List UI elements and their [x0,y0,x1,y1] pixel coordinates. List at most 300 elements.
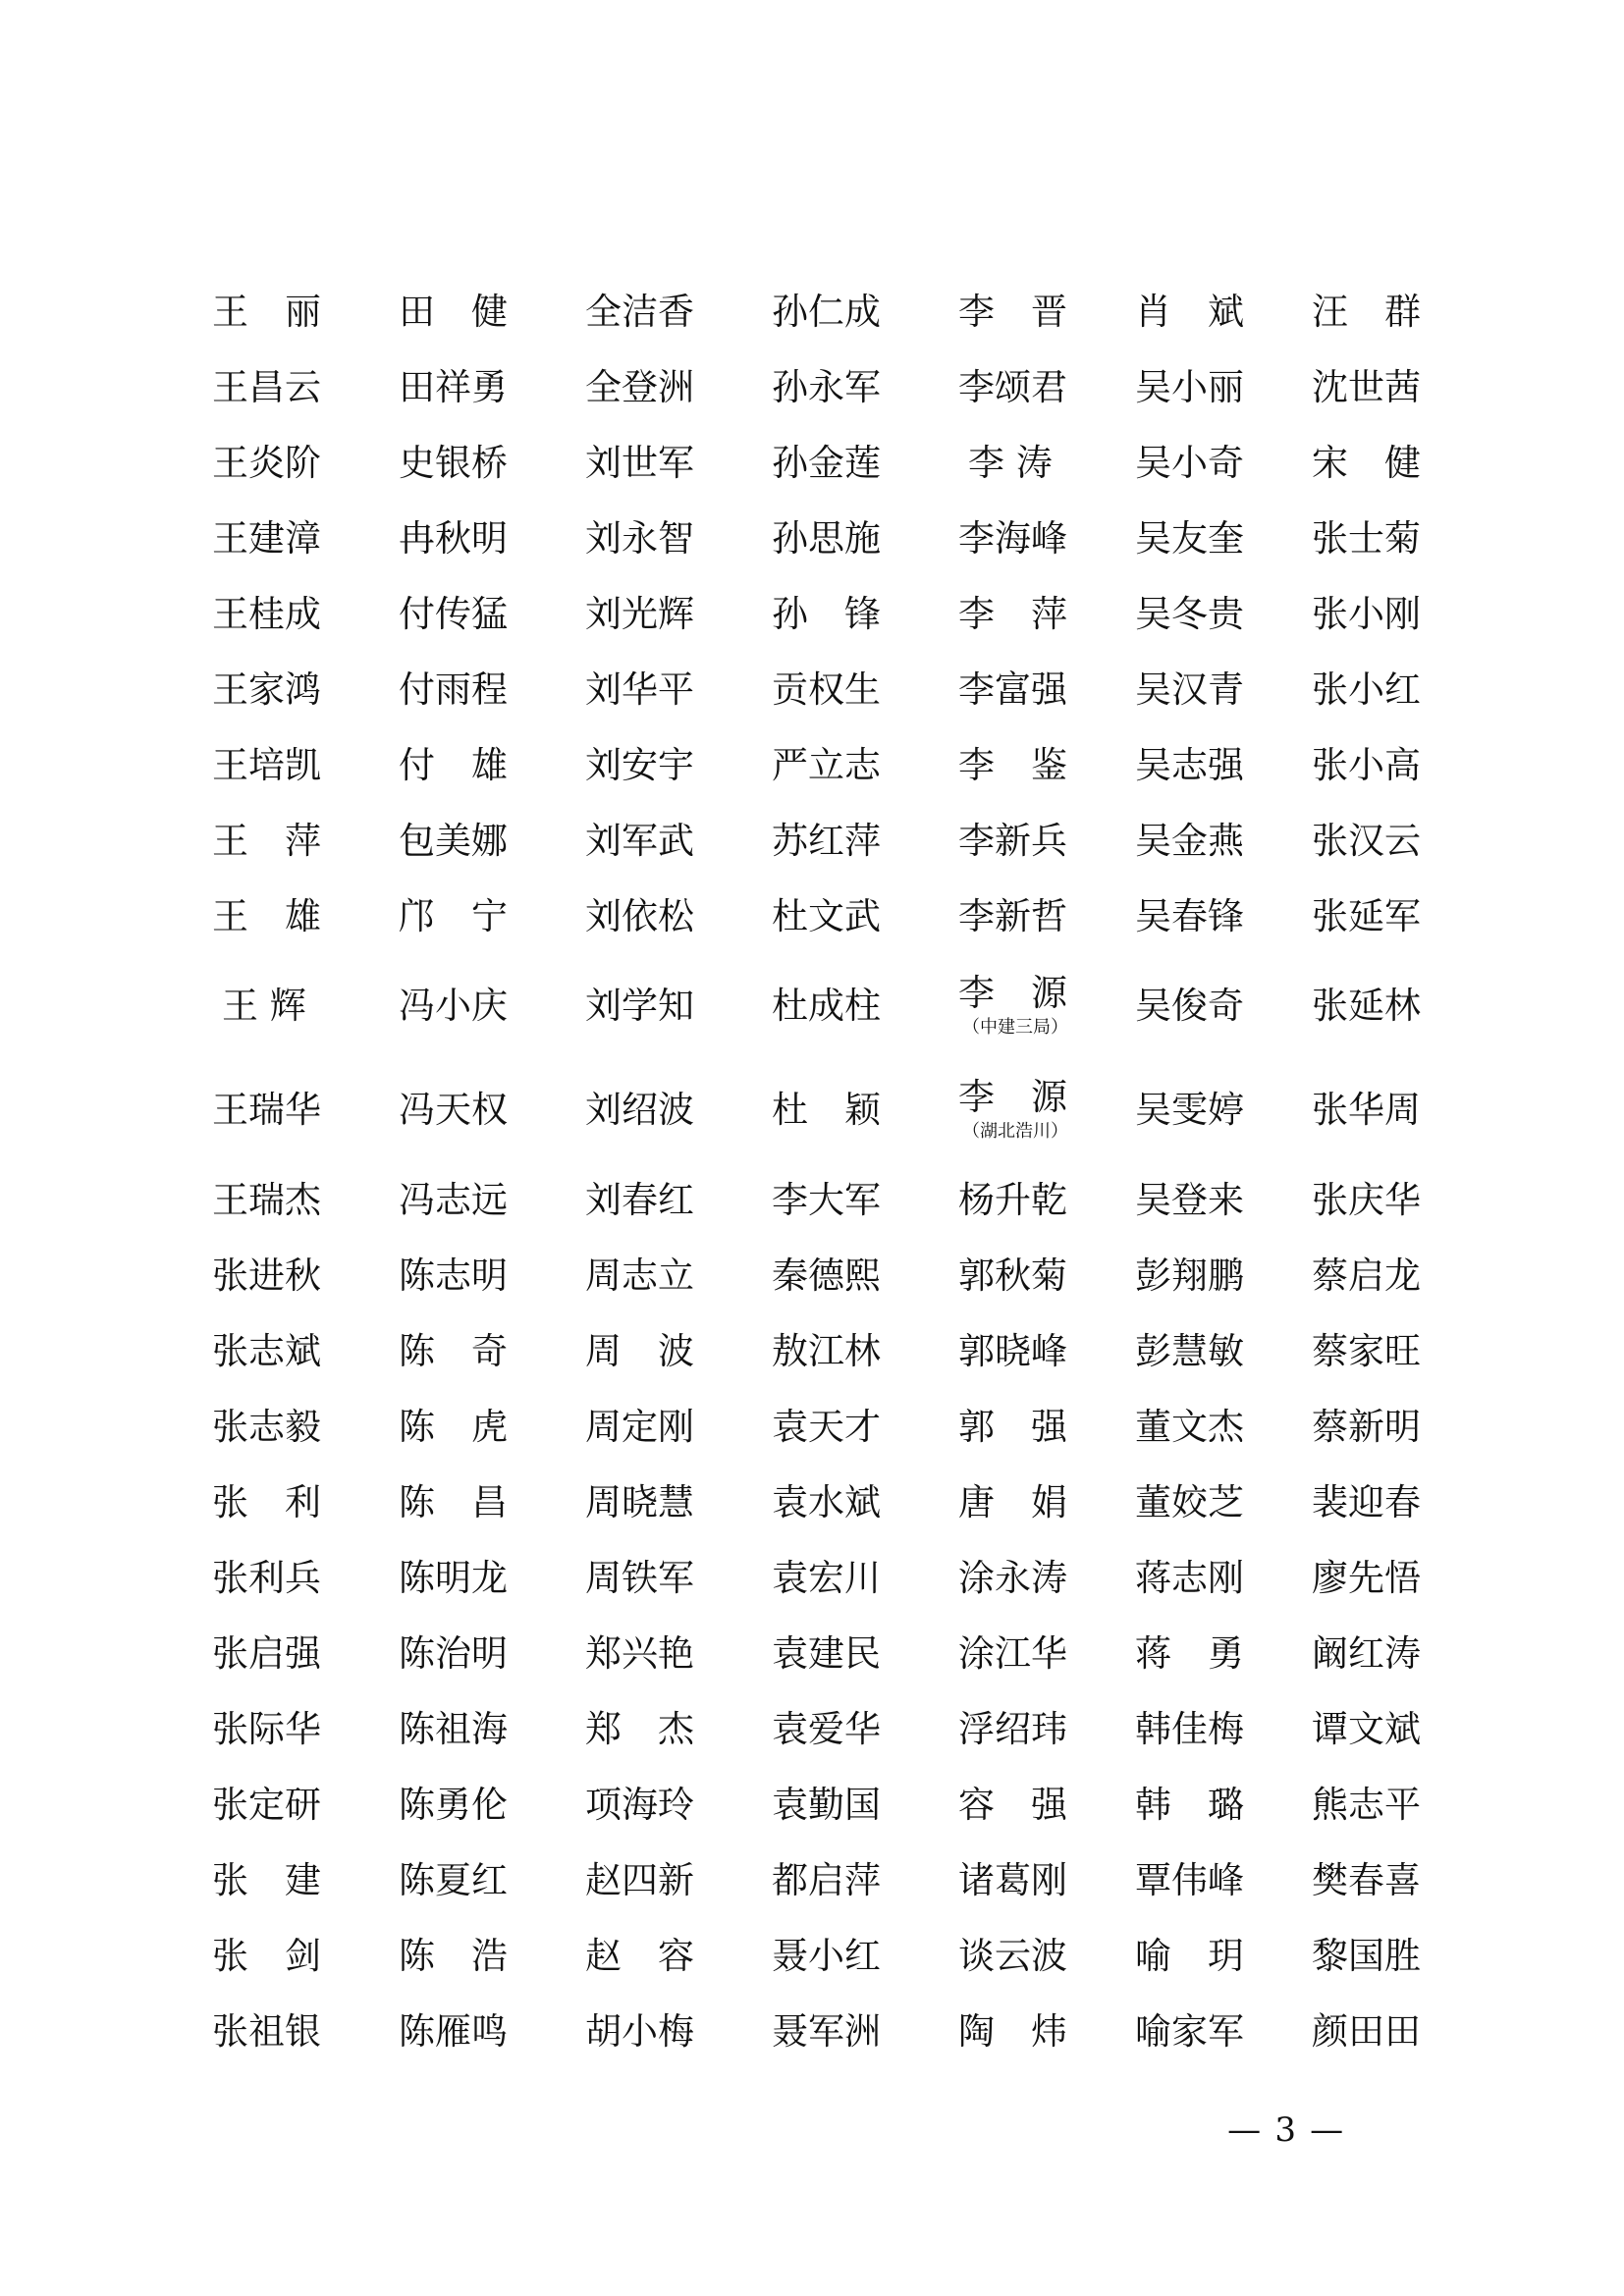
name-cell [212,651,321,729]
person-name: 吴登来 [1135,1179,1244,1221]
name-cell [585,1842,694,1920]
name-cell [1135,273,1244,351]
name-cell [212,1766,321,1844]
name-cell [772,424,881,503]
person-name: 刘安宇 [585,744,694,786]
name-cell [958,1539,1067,1618]
person-name: 李海峰 [958,517,1067,560]
name-cell [212,1071,321,1149]
person-name: 韩佳梅 [1135,1708,1244,1750]
name-cell [772,273,881,351]
name-cell [585,500,694,578]
name-cell [1312,1766,1421,1844]
person-name: 杜文武 [772,895,881,937]
person-name: 张华周 [1312,1089,1421,1131]
name-cell [399,1161,508,1240]
name-cell [399,726,508,805]
name-cell [399,424,508,503]
person-name: 都启萍 [772,1859,881,1901]
person-name: 包美娜 [399,820,508,862]
name-cell [958,651,1067,729]
name-cell [1135,1312,1244,1391]
name-cell [772,348,881,427]
name-cell [772,1312,881,1391]
person-name: 王 辉 [222,985,306,1027]
name-cell [399,1464,508,1542]
person-name: 张小刚 [1312,593,1421,635]
name-cell [1135,1842,1244,1920]
affiliation-note: （湖北浩川） [962,1121,1068,1142]
name-cell [585,802,694,881]
person-name: 张进秋 [212,1255,321,1297]
name-cell [1312,1388,1421,1467]
person-name: 张祖银 [212,2010,321,2053]
person-name: 容 强 [958,1784,1067,1826]
person-name: 涂江华 [958,1632,1067,1675]
name-cell [399,1388,508,1467]
person-name: 阚红涛 [1312,1632,1421,1675]
person-name: 蒋 勇 [1135,1632,1244,1675]
name-cell [772,651,881,729]
name-cell [212,1690,321,1769]
name-cell [1312,1993,1421,2071]
name-cell [1135,348,1244,427]
person-name: 刘依松 [585,895,694,937]
name-cell [399,1071,508,1149]
name-cell [958,1917,1067,1996]
person-name: 吴俊奇 [1135,985,1244,1027]
name-cell [772,1690,881,1769]
person-name: 杜成柱 [772,985,881,1027]
name-cell [585,273,694,351]
name-cell [1312,575,1421,654]
name-cell [399,1917,508,1996]
name-cell [1135,1539,1244,1618]
name-cell [1312,1842,1421,1920]
person-name: 杜 颖 [772,1089,881,1131]
name-cell [1312,424,1421,503]
person-name: 李新兵 [958,820,1067,862]
person-name: 王建漳 [212,517,321,560]
page-number: — 3 — [1227,2110,1345,2150]
name-cell [212,802,321,881]
person-name: 张志毅 [212,1406,321,1448]
person-name: 袁宏川 [772,1557,881,1599]
person-name: 裴迎春 [1312,1481,1421,1523]
name-cell [399,575,508,654]
name-cell [958,1766,1067,1844]
person-name: 吴金燕 [1135,820,1244,862]
person-name: 冯小庆 [399,985,508,1027]
person-name: 王 雄 [212,895,321,937]
person-name: 王瑞华 [212,1089,321,1131]
person-name: 张庆华 [1312,1179,1421,1221]
person-name: 全洁香 [585,291,694,333]
person-name: 熊志平 [1312,1784,1421,1826]
name-cell-with-note [958,957,1068,1055]
person-name: 蔡新明 [1312,1406,1421,1448]
person-name: 宋 健 [1312,442,1421,484]
name-cell-with-note [958,1061,1068,1159]
person-name: 史银桥 [399,442,508,484]
name-cell [399,651,508,729]
person-name: 孙仁成 [772,291,881,333]
person-name: 吴小丽 [1135,366,1244,408]
person-name: 张延林 [1312,985,1421,1027]
person-name: 周铁军 [585,1557,694,1599]
name-cell [1135,1237,1244,1315]
name-cell [1135,651,1244,729]
name-cell [399,1615,508,1693]
person-name: 吴汉青 [1135,668,1244,711]
name-cell [399,348,508,427]
name-cell [958,726,1067,805]
person-name: 王 丽 [212,291,321,333]
person-name: 陈治明 [399,1632,508,1675]
person-name: 陈 奇 [399,1330,508,1372]
person-name: 王瑞杰 [212,1179,321,1221]
person-name: 杨升乾 [958,1179,1067,1221]
name-cell [212,575,321,654]
name-cell [585,1615,694,1693]
name-cell [958,878,1067,956]
person-name: 胡小梅 [585,2010,694,2053]
person-name: 王昌云 [212,366,321,408]
name-cell [1312,1237,1421,1315]
person-name: 樊春喜 [1312,1859,1421,1901]
name-cell [585,1993,694,2071]
person-name: 严立志 [772,744,881,786]
person-name: 陈 浩 [399,1935,508,1977]
person-name: 付传猛 [399,593,508,635]
person-name: 袁水斌 [772,1481,881,1523]
name-cell [399,967,508,1045]
person-name: 吴雯婷 [1135,1089,1244,1131]
name-cell [1312,878,1421,956]
name-cell [1135,1071,1244,1149]
person-name: 张利兵 [212,1557,321,1599]
person-name: 谭文斌 [1312,1708,1421,1750]
name-cell [1312,348,1421,427]
name-cell [958,1842,1067,1920]
person-name: 王家鸿 [212,668,321,711]
person-name: 李 源 [958,972,1067,1014]
person-name: 郭 强 [958,1406,1067,1448]
person-name: 张启强 [212,1632,321,1675]
name-cell [399,1766,508,1844]
person-name: 张汉云 [1312,820,1421,862]
person-name: 廖先悟 [1312,1557,1421,1599]
person-name: 王炎阶 [212,442,321,484]
name-cell [399,878,508,956]
person-name: 谈云波 [958,1935,1067,1977]
name-cell [772,802,881,881]
name-cell [1135,1690,1244,1769]
name-cell [212,1917,321,1996]
person-name: 李大军 [772,1179,881,1221]
name-cell [772,726,881,805]
person-name: 刘学知 [585,985,694,1027]
person-name: 秦德熙 [772,1255,881,1297]
name-cell [1135,424,1244,503]
person-name: 陈志明 [399,1255,508,1297]
name-cell [212,1161,321,1240]
name-cell [1312,500,1421,578]
name-cell [222,967,306,1045]
name-cell [772,1464,881,1542]
name-cell [212,1539,321,1618]
name-cell [585,726,694,805]
name-cell [1312,967,1421,1045]
name-cell [772,1388,881,1467]
name-cell [585,1312,694,1391]
name-cell [1312,273,1421,351]
name-cell [958,1388,1067,1467]
name-cell [585,1766,694,1844]
name-cell [1312,1917,1421,1996]
name-cell [958,1993,1067,2071]
name-cell [212,1312,321,1391]
person-name: 颜田田 [1312,2010,1421,2053]
person-name: 周定刚 [585,1406,694,1448]
person-name: 彭翔鹏 [1135,1255,1244,1297]
name-cell [1135,1464,1244,1542]
person-name: 肖 斌 [1135,291,1244,333]
person-name: 彭慧敏 [1135,1330,1244,1372]
person-name: 张小高 [1312,744,1421,786]
person-name: 覃伟峰 [1135,1859,1244,1901]
name-cell [585,1464,694,1542]
name-cell [212,878,321,956]
person-name: 刘光辉 [585,593,694,635]
person-name: 张志斌 [212,1330,321,1372]
person-name: 王培凯 [212,744,321,786]
name-cell [958,1161,1067,1240]
person-name: 张定研 [212,1784,321,1826]
name-cell [585,1539,694,1618]
person-name: 苏红萍 [772,820,881,862]
person-name: 浮绍玮 [958,1708,1067,1750]
person-name: 张小红 [1312,668,1421,711]
person-name: 李富强 [958,668,1067,711]
name-cell [1312,1161,1421,1240]
person-name: 韩 璐 [1135,1784,1244,1826]
person-name: 陈祖海 [399,1708,508,1750]
name-cell [1135,1917,1244,1996]
person-name: 赵四新 [585,1859,694,1901]
person-name: 喻 玥 [1135,1935,1244,1977]
name-cell [399,500,508,578]
person-name: 王 萍 [212,820,321,862]
name-cell [1135,1993,1244,2071]
person-name: 陈明龙 [399,1557,508,1599]
person-name: 袁建民 [772,1632,881,1675]
person-name: 郭秋菊 [958,1255,1067,1297]
person-name: 冉秋明 [399,517,508,560]
name-cell [1312,726,1421,805]
name-cell [958,575,1067,654]
name-cell [958,1312,1067,1391]
name-cell [1312,1312,1421,1391]
person-name: 诸葛刚 [958,1859,1067,1901]
name-cell [958,1237,1067,1315]
person-name: 喻家军 [1135,2010,1244,2053]
person-name: 吴春锋 [1135,895,1244,937]
name-cell [1135,1766,1244,1844]
name-cell [772,575,881,654]
person-name: 田祥勇 [399,366,508,408]
name-cell [212,1464,321,1542]
name-cell [1135,1615,1244,1693]
person-name: 孙永军 [772,366,881,408]
person-name: 郭晓峰 [958,1330,1067,1372]
name-cell [585,651,694,729]
person-name: 袁勤国 [772,1784,881,1826]
person-name: 孙思施 [772,517,881,560]
person-name: 李 源 [958,1076,1067,1118]
name-cell [1135,575,1244,654]
person-name: 敖江林 [772,1330,881,1372]
name-cell [1135,726,1244,805]
person-name: 刘春红 [585,1179,694,1221]
name-cell [958,273,1067,351]
person-name: 李 涛 [968,442,1053,484]
name-cell [958,1615,1067,1693]
name-cell [585,967,694,1045]
person-name: 赵 容 [585,1935,694,1977]
name-cell [968,424,1053,503]
name-cell [585,1071,694,1149]
person-name: 李 鉴 [958,744,1067,786]
name-cell [958,1690,1067,1769]
person-name: 周 波 [585,1330,694,1372]
person-name: 田 健 [399,291,508,333]
name-cell [772,1842,881,1920]
person-name: 蔡家旺 [1312,1330,1421,1372]
name-cell [399,1312,508,1391]
name-cell [212,273,321,351]
person-name: 李新哲 [958,895,1067,937]
person-name: 吴小奇 [1135,442,1244,484]
person-name: 付雨程 [399,668,508,711]
person-name: 邝 宁 [399,895,508,937]
person-name: 涂永涛 [958,1557,1067,1599]
person-name: 吴志强 [1135,744,1244,786]
name-cell [212,348,321,427]
person-name: 李颂君 [958,366,1067,408]
name-cell [585,1161,694,1240]
name-cell [1312,1690,1421,1769]
person-name: 郑 杰 [585,1708,694,1750]
person-name: 李 晋 [958,291,1067,333]
name-cell [772,1993,881,2071]
name-cell [1135,1388,1244,1467]
name-cell [1135,500,1244,578]
name-cell [399,1690,508,1769]
person-name: 王桂成 [212,593,321,635]
name-cell [212,1842,321,1920]
name-cell [585,348,694,427]
person-name: 董姣芝 [1135,1481,1244,1523]
name-cell [1135,1161,1244,1240]
person-name: 董文杰 [1135,1406,1244,1448]
person-name: 袁天才 [772,1406,881,1448]
name-cell [585,878,694,956]
person-name: 黎国胜 [1312,1935,1421,1977]
person-name: 刘绍波 [585,1089,694,1131]
name-cell [212,500,321,578]
name-cell [399,802,508,881]
name-cell [772,967,881,1045]
name-cell [772,1766,881,1844]
person-name: 付 雄 [399,744,508,786]
person-name: 孙 锋 [772,593,881,635]
person-name: 全登洲 [585,366,694,408]
person-name: 陈勇伦 [399,1784,508,1826]
person-name: 刘永智 [585,517,694,560]
person-name: 张士菊 [1312,517,1421,560]
person-name: 项海玲 [585,1784,694,1826]
person-name: 周志立 [585,1255,694,1297]
name-cell [585,1917,694,1996]
person-name: 陈 昌 [399,1481,508,1523]
person-name: 陈雁鸣 [399,2010,508,2053]
name-cell [399,1539,508,1618]
name-cell [772,878,881,956]
person-name: 周晓慧 [585,1481,694,1523]
name-cell [399,1842,508,1920]
person-name: 陶 炜 [958,2010,1067,2053]
person-name: 陈 虎 [399,1406,508,1448]
name-cell [772,1161,881,1240]
person-name: 蒋志刚 [1135,1557,1244,1599]
name-cell [958,500,1067,578]
person-name: 孙金莲 [772,442,881,484]
name-cell [585,1690,694,1769]
name-cell [1135,967,1244,1045]
name-cell [958,348,1067,427]
name-cell [585,575,694,654]
person-name: 吴冬贵 [1135,593,1244,635]
person-name: 刘军武 [585,820,694,862]
person-name: 张 建 [212,1859,321,1901]
person-name: 蔡启龙 [1312,1255,1421,1297]
name-cell [1312,1539,1421,1618]
name-cell [958,802,1067,881]
person-name: 郑兴艳 [585,1632,694,1675]
name-cell [958,1464,1067,1542]
person-name: 沈世茜 [1312,366,1421,408]
name-cell [212,1615,321,1693]
person-name: 张 利 [212,1481,321,1523]
person-name: 张延军 [1312,895,1421,937]
name-cell [772,1237,881,1315]
person-name: 聂军洲 [772,2010,881,2053]
name-cell [772,1539,881,1618]
person-name: 刘世军 [585,442,694,484]
name-cell [212,1237,321,1315]
affiliation-note: （中建三局） [962,1017,1068,1038]
person-name: 袁爱华 [772,1708,881,1750]
name-cell [1312,1464,1421,1542]
name-cell [399,273,508,351]
name-cell [212,424,321,503]
person-name: 聂小红 [772,1935,881,1977]
name-cell [1312,1615,1421,1693]
person-name: 汪 群 [1312,291,1421,333]
name-cell [772,1917,881,1996]
name-cell [585,1388,694,1467]
